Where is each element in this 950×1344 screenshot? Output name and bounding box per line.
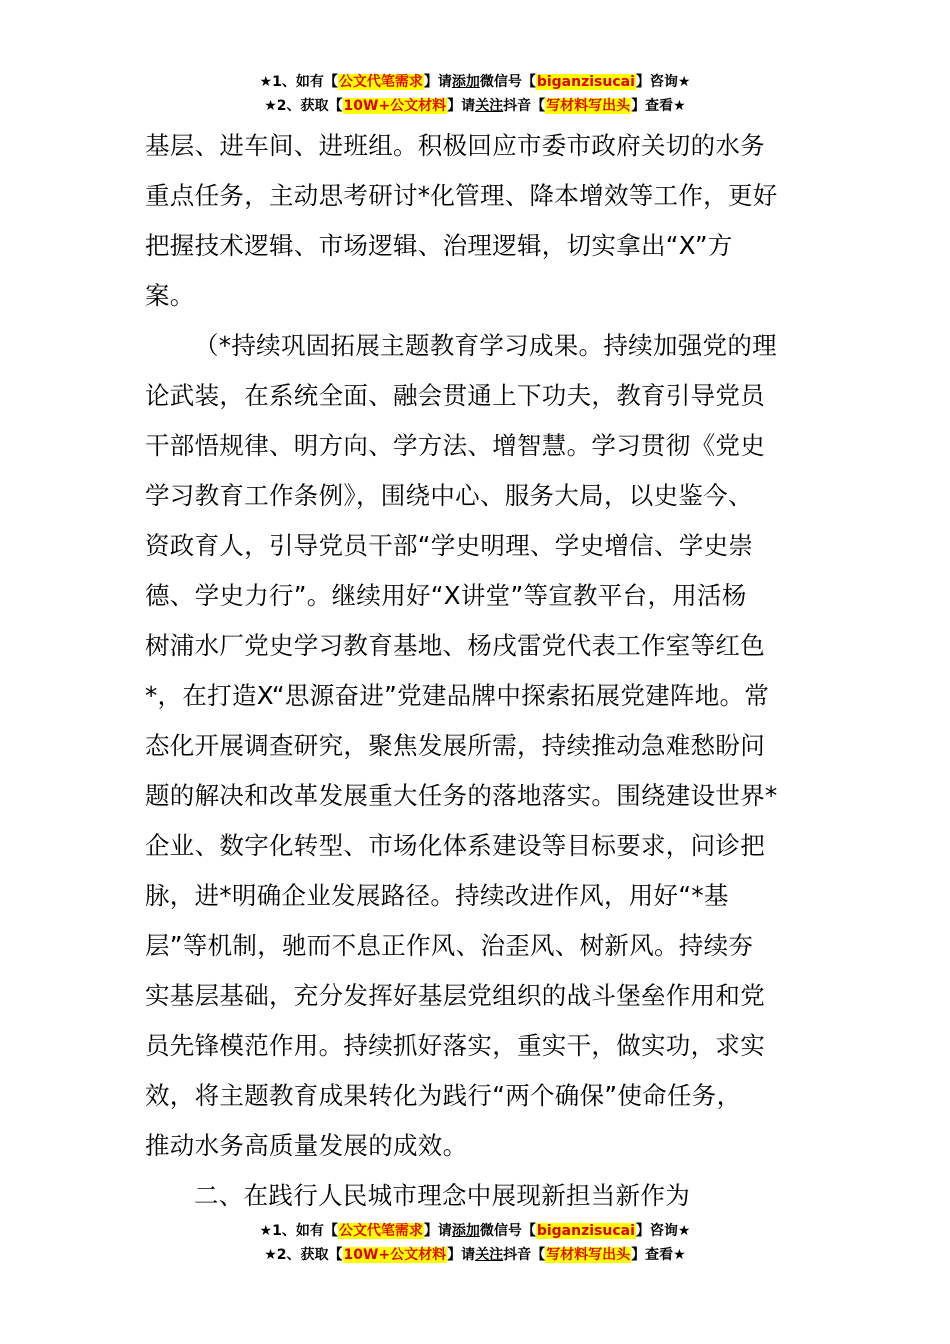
highlight-text: 10W+公文材料 [343, 98, 447, 114]
banner-text: 】查看★ [631, 98, 686, 114]
body-line: 实基层基础，充分发挥好基层党组织的战斗堡垒作用和党 [145, 981, 765, 1010]
body-line: 脉，进*明确企业发展路径。持续改进作风，用好“*基 [145, 881, 729, 910]
banner-text: ★2、获取【 [264, 98, 343, 114]
body-line: 层”等机制，驰而不息正作风、治歪风、树新风。持续夯 [145, 931, 754, 960]
banner-text: 】查看★ [631, 1247, 686, 1263]
body-line: 案。 [145, 281, 195, 310]
body-line: 资政育人，引导党员干部“学史明理、学史增信、学史崇 [145, 531, 754, 560]
wechat-id: biganzisucai [536, 1223, 635, 1239]
body-line: 树浦水厂党史学习教育基地、杨戌雷党代表工作室等红色 [145, 631, 765, 660]
header-banner [0, 70, 950, 118]
highlight-text: 公文代笔需求 [338, 74, 423, 90]
body-line: 推动水务高质量发展的成效。 [145, 1131, 468, 1160]
body-line: 德、学史力行”。继续用好“X讲堂”等宣教平台，用活杨 [145, 581, 747, 610]
body-line: 题的解决和改革发展重大任务的落地落实。围绕建设世界* [145, 781, 778, 810]
banner-text: ★2、获取【 [264, 1247, 343, 1263]
banner-line-1 [0, 1219, 950, 1243]
banner-text: 】请 [423, 1223, 452, 1239]
highlight-text: 公文代笔需求 [338, 1223, 423, 1239]
body-line: 态化开展调查研究，聚焦发展所需，持续推动急难愁盼问 [145, 731, 765, 760]
body-line: 企业、数字化转型、市场化体系建设等目标要求，问诊把 [145, 831, 765, 860]
banner-text: 】请 [447, 98, 476, 114]
wechat-id: biganzisucai [536, 74, 635, 90]
footer-banner [0, 1219, 950, 1267]
banner-line-2 [0, 1243, 950, 1267]
underlined-text: 添加 [451, 74, 480, 90]
banner-text: ★1、如有【 [259, 1223, 338, 1239]
body-line: 把握技术逻辑、市场逻辑、治理逻辑，切实拿出“X”方 [145, 231, 733, 260]
banner-text: 抖音【 [503, 98, 546, 114]
document-body [145, 121, 810, 1221]
body-line: 基层、进车间、进班组。积极回应市委市政府关切的水务 [145, 131, 765, 160]
banner-line-2 [0, 94, 950, 118]
banner-text: 抖音【 [503, 1247, 546, 1263]
douyin-account: 写材料写出头 [546, 98, 631, 114]
banner-text: 】请 [423, 74, 452, 90]
underlined-text: 关注 [475, 98, 504, 114]
banner-text: 微信号【 [479, 1223, 536, 1239]
underlined-text: 添加 [451, 1223, 480, 1239]
body-line: *，在打造X“思源奋进”党建品牌中探索拓展党建阵地。常 [145, 681, 770, 710]
body-line: 效，将主题教育成果转化为践行“两个确保”使命任务， [145, 1081, 742, 1110]
body-line: 学习教育工作条例》，围绕中心、服务大局，以史鉴今、 [145, 481, 753, 510]
banner-text: ★1、如有【 [259, 74, 338, 90]
paragraph-first-line: （*持续巩固拓展主题教育学习成果。持续加强党的理 [194, 331, 777, 360]
body-line: 重点任务，主动思考研讨*化管理、降本增效等工作，更好 [145, 181, 778, 210]
banner-text: 】请 [447, 1247, 476, 1263]
banner-text: 】咨询★ [635, 74, 691, 90]
body-line: 干部悟规律、明方向、学方法、增智慧。学习贯彻《党史 [145, 431, 765, 460]
banner-text: 微信号【 [479, 74, 536, 90]
banner-line-1 [0, 70, 950, 94]
body-line: 员先锋模范作用。持续抓好落实，重实干，做实功，求实 [145, 1031, 765, 1060]
body-line: 论武装，在系统全面、融会贯通上下功夫，教育引导党员 [145, 381, 765, 410]
douyin-account: 写材料写出头 [546, 1247, 631, 1263]
highlight-text: 10W+公文材料 [343, 1247, 447, 1263]
banner-text: 】咨询★ [635, 1223, 691, 1239]
underlined-text: 关注 [475, 1247, 504, 1263]
section-heading: 二、在践行人民城市理念中展现新担当新作为 [194, 1181, 690, 1210]
